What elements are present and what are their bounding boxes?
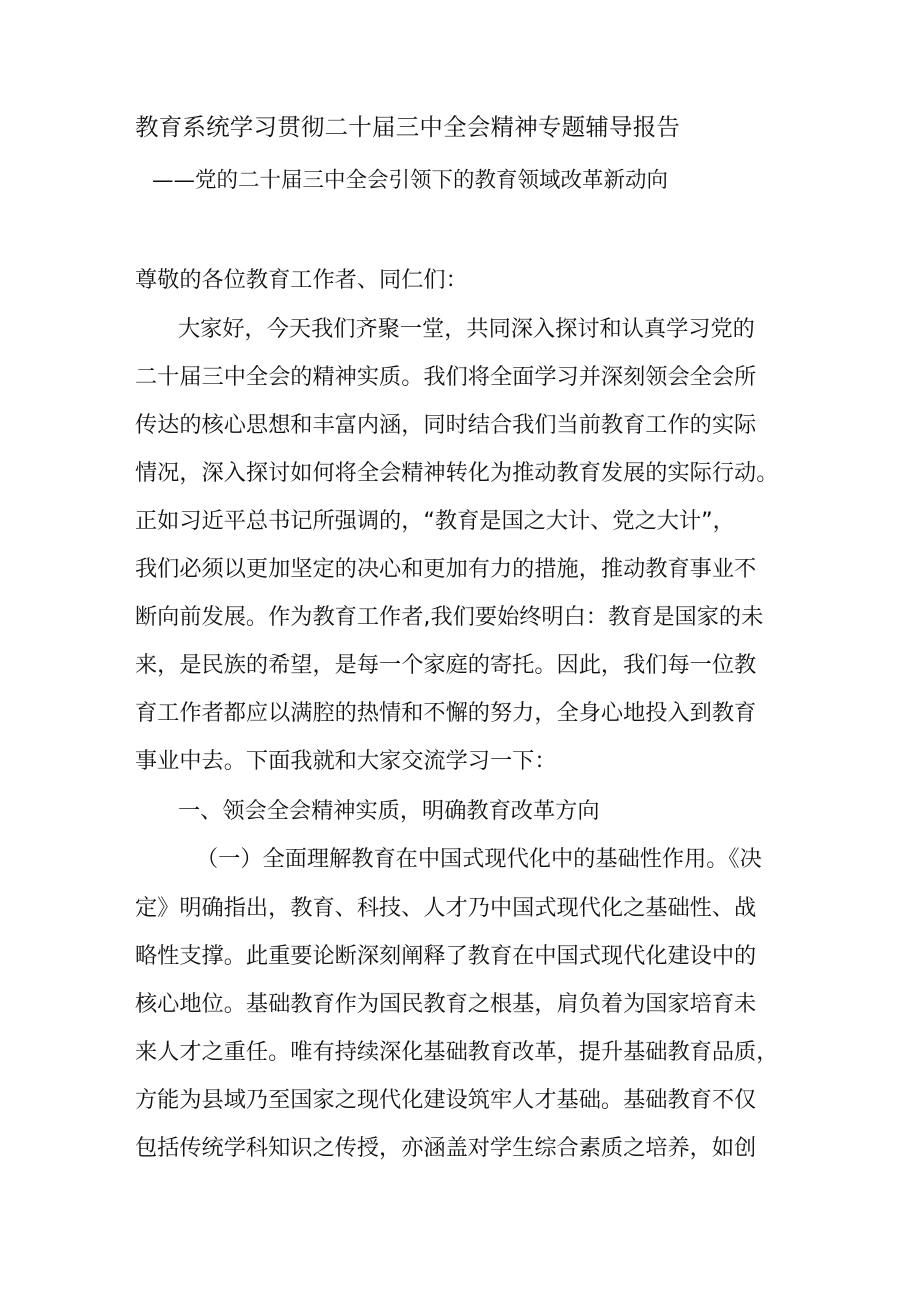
paragraph-line: 包括传统学科知识之传授，亦涵盖对学生综合素质之培养，如创: [135, 1135, 757, 1161]
paragraph-line: 方能为县域乃至国家之现代化建设筑牢人才基础。基础教育不仅: [135, 1087, 757, 1113]
document-subtitle: ——党的二十届三中全会引领下的教育领域改革新动向: [152, 168, 669, 193]
paragraph-line: 事业中去。下面我就和大家交流学习一下：: [135, 748, 557, 774]
paragraph-line: 定》明确指出，教育、科技、人才乃中国式现代化之基础性、战: [135, 895, 757, 921]
paragraph-line: 大家好，今天我们齐聚一堂，共同深入探讨和认真学习党的: [178, 316, 755, 342]
paragraph-line: 传达的核心思想和丰富内涵，同时结合我们当前教育工作的实际: [135, 412, 757, 438]
paragraph-line: 情况，深入探讨如何将全会精神转化为推动教育发展的实际行动。: [135, 460, 779, 486]
section-heading: 一、领会全会精神实质，明确教育改革方向: [178, 798, 600, 824]
paragraph-line: 育工作者都应以满腔的热情和不懈的努力，全身心地投入到教育: [135, 700, 757, 726]
paragraph-line: 正如习近平总书记所强调的，“教育是国之大计、党之大计”，: [135, 508, 735, 534]
paragraph-line: 断向前发展。作为教育工作者,我们要始终明白：教育是国家的未: [135, 604, 764, 630]
paragraph-line: 来，是民族的希望，是每一个家庭的寄托。因此，我们每一位教: [135, 652, 757, 678]
paragraph-line: 我们必须以更加坚定的决心和更加有力的措施，推动教育事业不: [135, 556, 757, 582]
paragraph-line: 核心地位。基础教育作为国民教育之根基，肩负着为国家培育未: [135, 991, 757, 1017]
document-title: 教育系统学习贯彻二十届三中全会精神专题辅导报告: [135, 113, 681, 141]
paragraph-line: 来人才之重任。唯有持续深化基础教育改革，提升基础教育品质，: [135, 1039, 779, 1065]
paragraph-line: 二十届三中全会的精神实质。我们将全面学习并深刻领会全会所: [135, 364, 757, 390]
paragraph-line: 略性支撑。此重要论断深刻阐释了教育在中国式现代化建设中的: [135, 943, 757, 969]
salutation: 尊敬的各位教育工作者、同仁们：: [135, 267, 468, 293]
subsection-heading: （一）全面理解教育在中国式现代化中的基础性作用。《决: [196, 846, 762, 872]
